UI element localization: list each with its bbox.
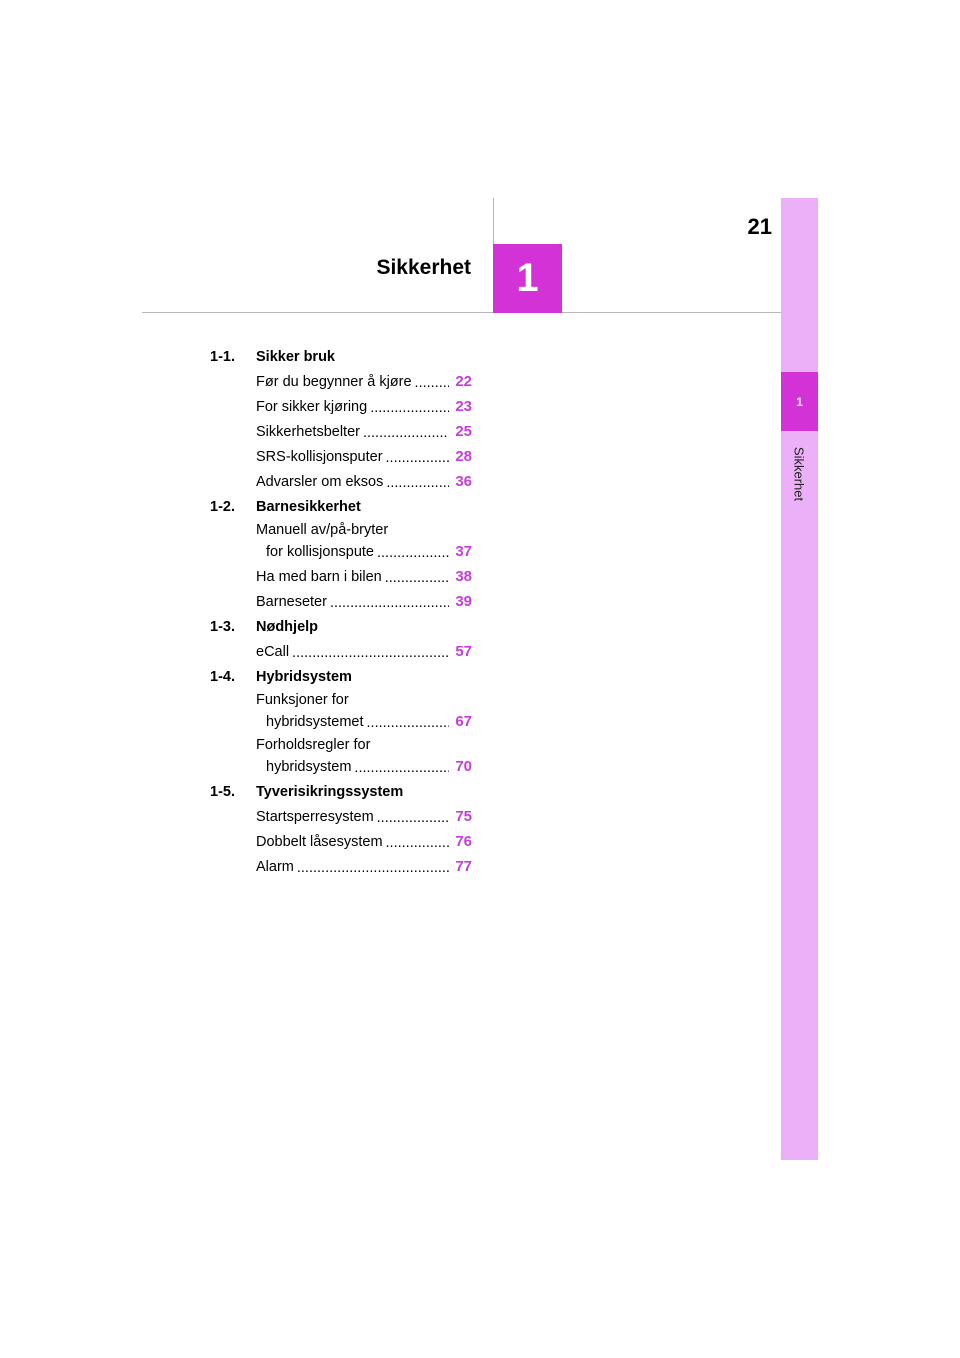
toc-section-number: 1-1. — [210, 348, 235, 365]
toc-entry-title-line2: hybridsystemet — [266, 714, 364, 730]
toc-entry-title-line2: for kollisjonspute — [266, 544, 374, 560]
toc-entry[interactable] — [256, 519, 472, 564]
toc-section-heading[interactable] — [210, 494, 472, 519]
toc-page-link[interactable]: 67 — [455, 713, 472, 730]
toc-entry-title: SRS-kollisjonsputer — [256, 449, 383, 465]
chapter-number-box — [493, 244, 562, 313]
toc-section-title: Hybridsystem — [256, 668, 352, 685]
toc-entry-title: For sikker kjøring — [256, 399, 368, 415]
table-of-contents — [210, 344, 472, 879]
dot-leader — [354, 761, 449, 776]
toc-page-link[interactable]: 36 — [455, 473, 472, 490]
toc-page-link[interactable]: 22 — [455, 373, 472, 390]
toc-entry[interactable] — [256, 564, 472, 589]
toc-entry[interactable] — [256, 829, 472, 854]
toc-section-title: Sikker bruk — [256, 348, 335, 365]
toc-section-heading[interactable] — [210, 779, 472, 804]
side-tab-active[interactable] — [781, 372, 818, 431]
side-tab-number: 1 — [796, 394, 803, 409]
toc-section-number: 1-3. — [210, 618, 235, 635]
toc-entry[interactable] — [256, 689, 472, 734]
toc-entry-title: Ha med barn i bilen — [256, 569, 382, 585]
toc-entry[interactable] — [256, 589, 472, 614]
toc-entry-title-line1: Forholdsregler for — [256, 737, 371, 753]
chapter-title: Sikkerhet — [376, 256, 471, 279]
toc-section-heading[interactable] — [210, 664, 472, 689]
dot-leader — [330, 596, 449, 611]
toc-page-link[interactable]: 37 — [455, 543, 472, 560]
toc-entry[interactable] — [256, 469, 472, 494]
toc-section-title: Tyverisikringssystem — [256, 783, 404, 800]
dot-leader — [297, 861, 449, 876]
toc-page-link[interactable]: 77 — [455, 858, 472, 875]
dot-leader — [292, 646, 449, 661]
toc-entry-title: Før du begynner å kjøre — [256, 374, 412, 390]
toc-entry[interactable] — [256, 369, 472, 394]
divider-vertical — [493, 198, 494, 244]
dot-leader — [377, 811, 449, 826]
toc-page-link[interactable]: 25 — [455, 423, 472, 440]
toc-page-link[interactable]: 23 — [455, 398, 472, 415]
toc-page-link[interactable]: 75 — [455, 808, 472, 825]
divider-horizontal — [142, 312, 782, 313]
toc-entry-title: Alarm — [256, 859, 294, 875]
dot-leader — [367, 716, 449, 731]
toc-entry[interactable] — [256, 444, 472, 469]
toc-page-link[interactable]: 70 — [455, 758, 472, 775]
page-number: 21 — [747, 214, 772, 239]
side-tab-label: Sikkerhet — [791, 446, 807, 502]
dot-leader — [385, 571, 449, 586]
toc-entry[interactable] — [256, 419, 472, 444]
toc-section-number: 1-4. — [210, 668, 235, 685]
toc-entry-title: Sikkerhetsbelter — [256, 424, 360, 440]
dot-leader — [386, 451, 449, 466]
toc-page-link[interactable]: 57 — [455, 643, 472, 660]
toc-entry[interactable] — [256, 394, 472, 419]
toc-entry-title-line1: Manuell av/på-bryter — [256, 522, 389, 538]
toc-entry-title-line1: Funksjoner for — [256, 692, 349, 708]
toc-entry-title-line2: hybridsystem — [266, 759, 352, 775]
side-tab — [781, 198, 818, 1160]
toc-section-number: 1-2. — [210, 498, 235, 515]
toc-page-link[interactable]: 39 — [455, 593, 472, 610]
toc-section-title: Barnesikkerhet — [256, 498, 361, 515]
toc-page-link[interactable]: 76 — [455, 833, 472, 850]
dot-leader — [386, 476, 449, 491]
toc-entry-title: eCall — [256, 644, 290, 660]
toc-entry[interactable] — [256, 734, 472, 779]
toc-entry[interactable] — [256, 639, 472, 664]
toc-page-link[interactable]: 38 — [455, 568, 472, 585]
toc-section-number: 1-5. — [210, 783, 235, 800]
toc-entry-title: Dobbelt låsesystem — [256, 834, 383, 850]
dot-leader — [363, 426, 449, 441]
toc-section-title: Nødhjelp — [256, 618, 319, 635]
toc-section-heading[interactable] — [210, 614, 472, 639]
toc-entry-title: Barneseter — [256, 594, 327, 610]
toc-section-heading[interactable] — [210, 344, 472, 369]
toc-entry-title: Startsperresystem — [256, 809, 374, 825]
toc-entry-title: Advarsler om eksos — [256, 474, 384, 490]
chapter-number: 1 — [516, 256, 539, 300]
toc-entry[interactable] — [256, 804, 472, 829]
dot-leader — [370, 401, 449, 416]
dot-leader — [415, 376, 449, 391]
toc-page-link[interactable]: 28 — [455, 448, 472, 465]
dot-leader — [377, 546, 449, 561]
toc-entry[interactable] — [256, 854, 472, 879]
dot-leader — [386, 836, 449, 851]
